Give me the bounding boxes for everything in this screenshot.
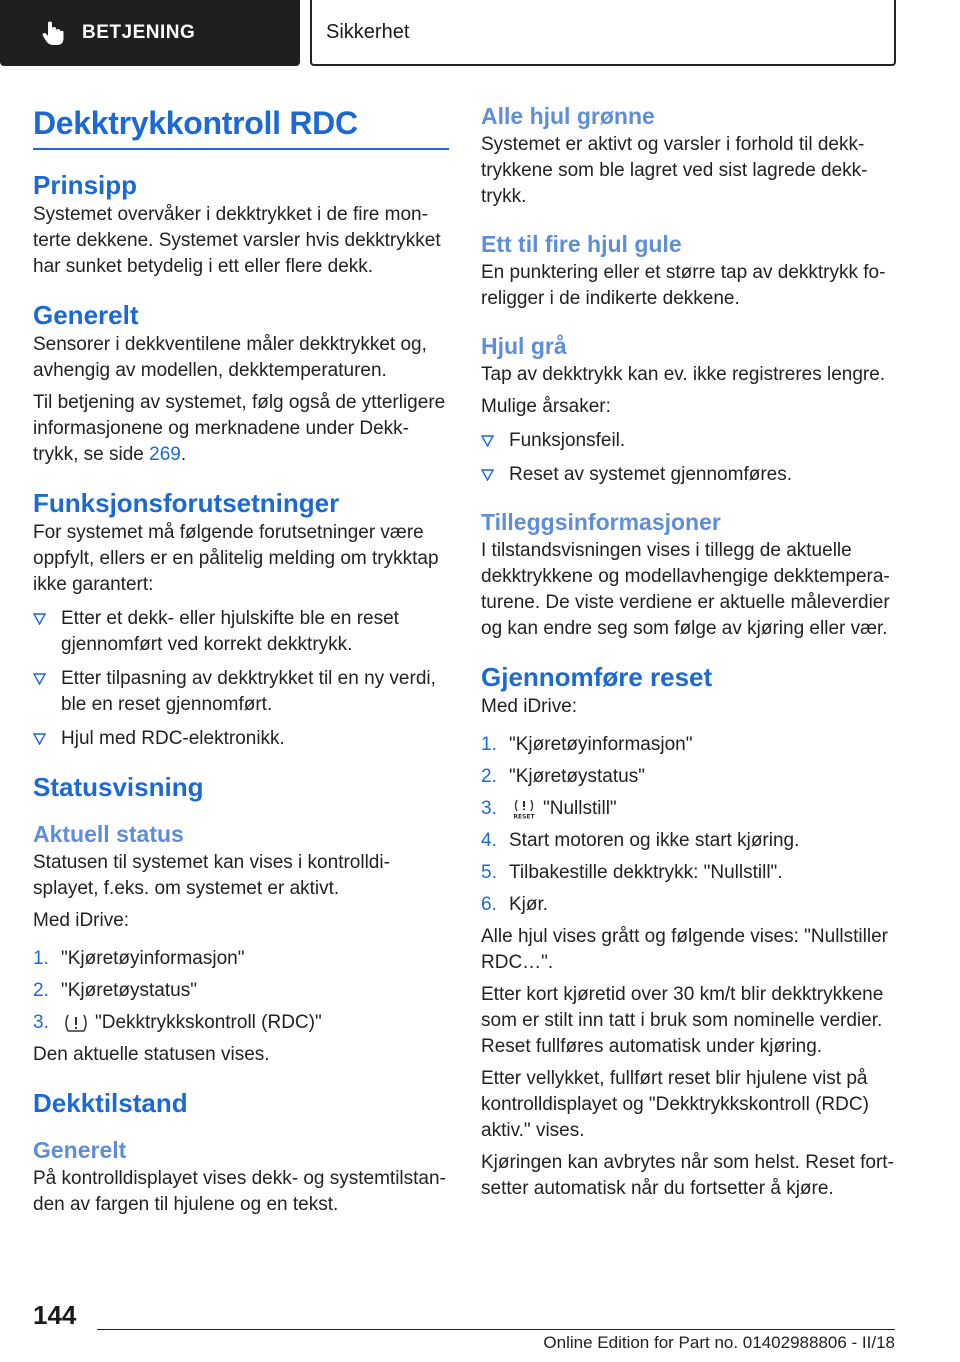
list-item: 3. "Dekktrykkskontroll (RDC)" [33,1012,322,1033]
triangle-bullet-icon [33,613,46,625]
gronne-text: Systemet er aktivt og varsler i forhold til dekk-trykkene som ble lagret ved sist lagrede dekk-trykk. [481,134,868,207]
heading-generelt: Generelt [33,300,139,330]
list-item: 1. "Kjøretøyinformasjon" [481,734,693,755]
page-reference-link[interactable]: 269 [149,444,181,465]
idrive-label: Med iDrive: [33,910,130,931]
tillegg-text: I tilstandsvisningen vises i tillegg de aktuelle dekktrykkene og modellavhengige dekktempera-turene. De viste verdiene er aktuelle måleverdier og kan endre seg som følge av kjøring eller vær. [481,540,890,639]
triangle-bullet-icon [33,673,46,685]
list-item: Funksjonsfeil. [481,428,895,454]
gra-text-2: Mulige årsaker: [481,396,611,417]
gra-list [481,428,895,488]
left-column [33,100,449,1218]
funksjon-text: For systemet må følgende forutsetninger være oppfylt, ellers er en pålitelig melding om trykktap ikke garantert: [33,522,439,595]
gra-text-1: Tap av dekktrykk kan ev. ikke registreres lengre. [481,364,886,385]
list-item: 2. "Kjøretøystatus" [481,766,645,787]
list-item: 4. Start motoren og ikke start kjøring. [481,830,800,851]
generelt-text-2: Til betjening av systemet, følg også de ytterligere informasjonene og merknadene under Dekk-trykk, se side 269. [33,392,446,465]
gule-text: En punktering eller et større tap av dekktrykk fo-religger i de indikerte dekkene. [481,262,886,309]
tire-pressure-warning-icon [63,1012,89,1034]
status-after-text: Den aktuelle statusen vises. [33,1044,270,1065]
heading-dekktilstand: Dekktilstand [33,1088,188,1118]
list-item: Etter et dekk- eller hjulskifte ble en reset gjennomført ved korrekt dekktrykk. [33,606,449,658]
list-item: Reset av systemet gjennomføres. [481,462,895,488]
hand-pointer-icon [38,18,68,48]
reset-paragraph-2: Etter kort kjøretid over 30 km/t blir dekktrykkene som er stilt inn tatt i bruk som nominelle verdier. Reset fullføres automatisk under kjøring. [481,984,884,1057]
triangle-bullet-icon [481,469,494,481]
dekktilstand-text: På kontrolldisplayet vises dekk- og systemtilstan-den av fargen til hjulene og en tekst. [33,1168,446,1215]
page-header [0,0,960,66]
edition-note: Online Edition for Part no. 01402988806 - II/18 [543,1333,895,1352]
triangle-bullet-icon [481,435,494,447]
reset-paragraph-4: Kjøringen kan avbrytes når som helst. Reset fort-setter automatisk når du fortsetter å kjøre. [481,1152,894,1199]
right-column [481,100,895,1202]
page-title: Dekktrykkontroll RDC [33,100,449,150]
reset-idrive-label: Med iDrive: [481,696,578,717]
list-item: 6. Kjør. [481,894,549,915]
section-tab-betjening[interactable] [0,0,300,66]
page-number: 144 [33,1300,77,1330]
heading-aktuell-status: Aktuell status [33,821,184,847]
status-steps [33,946,449,1036]
heading-gjennomfore-reset: Gjennomføre reset [481,662,713,692]
funksjon-list [33,606,449,752]
list-item: 1. "Kjøretøyinformasjon" [33,948,245,969]
list-item: 2. "Kjøretøystatus" [33,980,197,1001]
heading-prinsipp: Prinsipp [33,170,138,200]
chapter-tab-label: Sikkerhet [326,20,410,43]
heading-hjul-gule: Ett til fire hjul gule [481,231,682,257]
reset-paragraph-3: Etter vellykket, fullført reset blir hjulene vist på kontrolldisplayet og "Dekktrykkskontroll (RDC) aktiv." vises. [481,1068,869,1141]
tire-pressure-reset-icon [511,798,537,820]
heading-statusvisning: Statusvisning [33,772,204,802]
list-item: Etter tilpasning av dekktrykket til en ny verdi, ble en reset gjennomført. [33,666,449,718]
heading-dekktilstand-generelt: Generelt [33,1137,127,1163]
svg-text:RESET: RESET [513,813,535,820]
prinsipp-text: Systemet overvåker i dekktrykket i de fire mon-terte dekkene. Systemet varsler hvis dekktrykket har sunket betydelig i ett eller flere dekk. [33,204,441,277]
reset-steps [481,732,895,918]
chapter-tab-sikkerhet[interactable] [310,0,896,66]
heading-funksjonsforutsetninger: Funksjonsforutsetninger [33,488,340,518]
list-item: 3. RESET "Nullstill" [481,798,617,820]
list-item: 5. Tilbakestille dekktrykk: "Nullstill". [481,862,783,883]
list-item: Hjul med RDC-elektronikk. [33,726,449,752]
statusvisning-text: Statusen til systemet kan vises i kontrolldi-splayet, f.eks. om systemet er aktivt. [33,852,390,899]
heading-tilleggsinformasjoner: Tilleggsinformasjoner [481,509,721,535]
section-tab-label: BETJENING [82,22,196,43]
triangle-bullet-icon [33,733,46,745]
heading-alle-hjul-gronne: Alle hjul grønne [481,103,655,129]
generelt-text-1: Sensorer i dekkventilene måler dekktrykket og, avhengig av modellen, dekktemperaturen. [33,334,427,381]
heading-hjul-gra: Hjul grå [481,333,567,359]
footer-divider [97,1329,895,1330]
reset-paragraph-1: Alle hjul vises grått og følgende vises: "Nullstiller RDC…". [481,926,888,973]
